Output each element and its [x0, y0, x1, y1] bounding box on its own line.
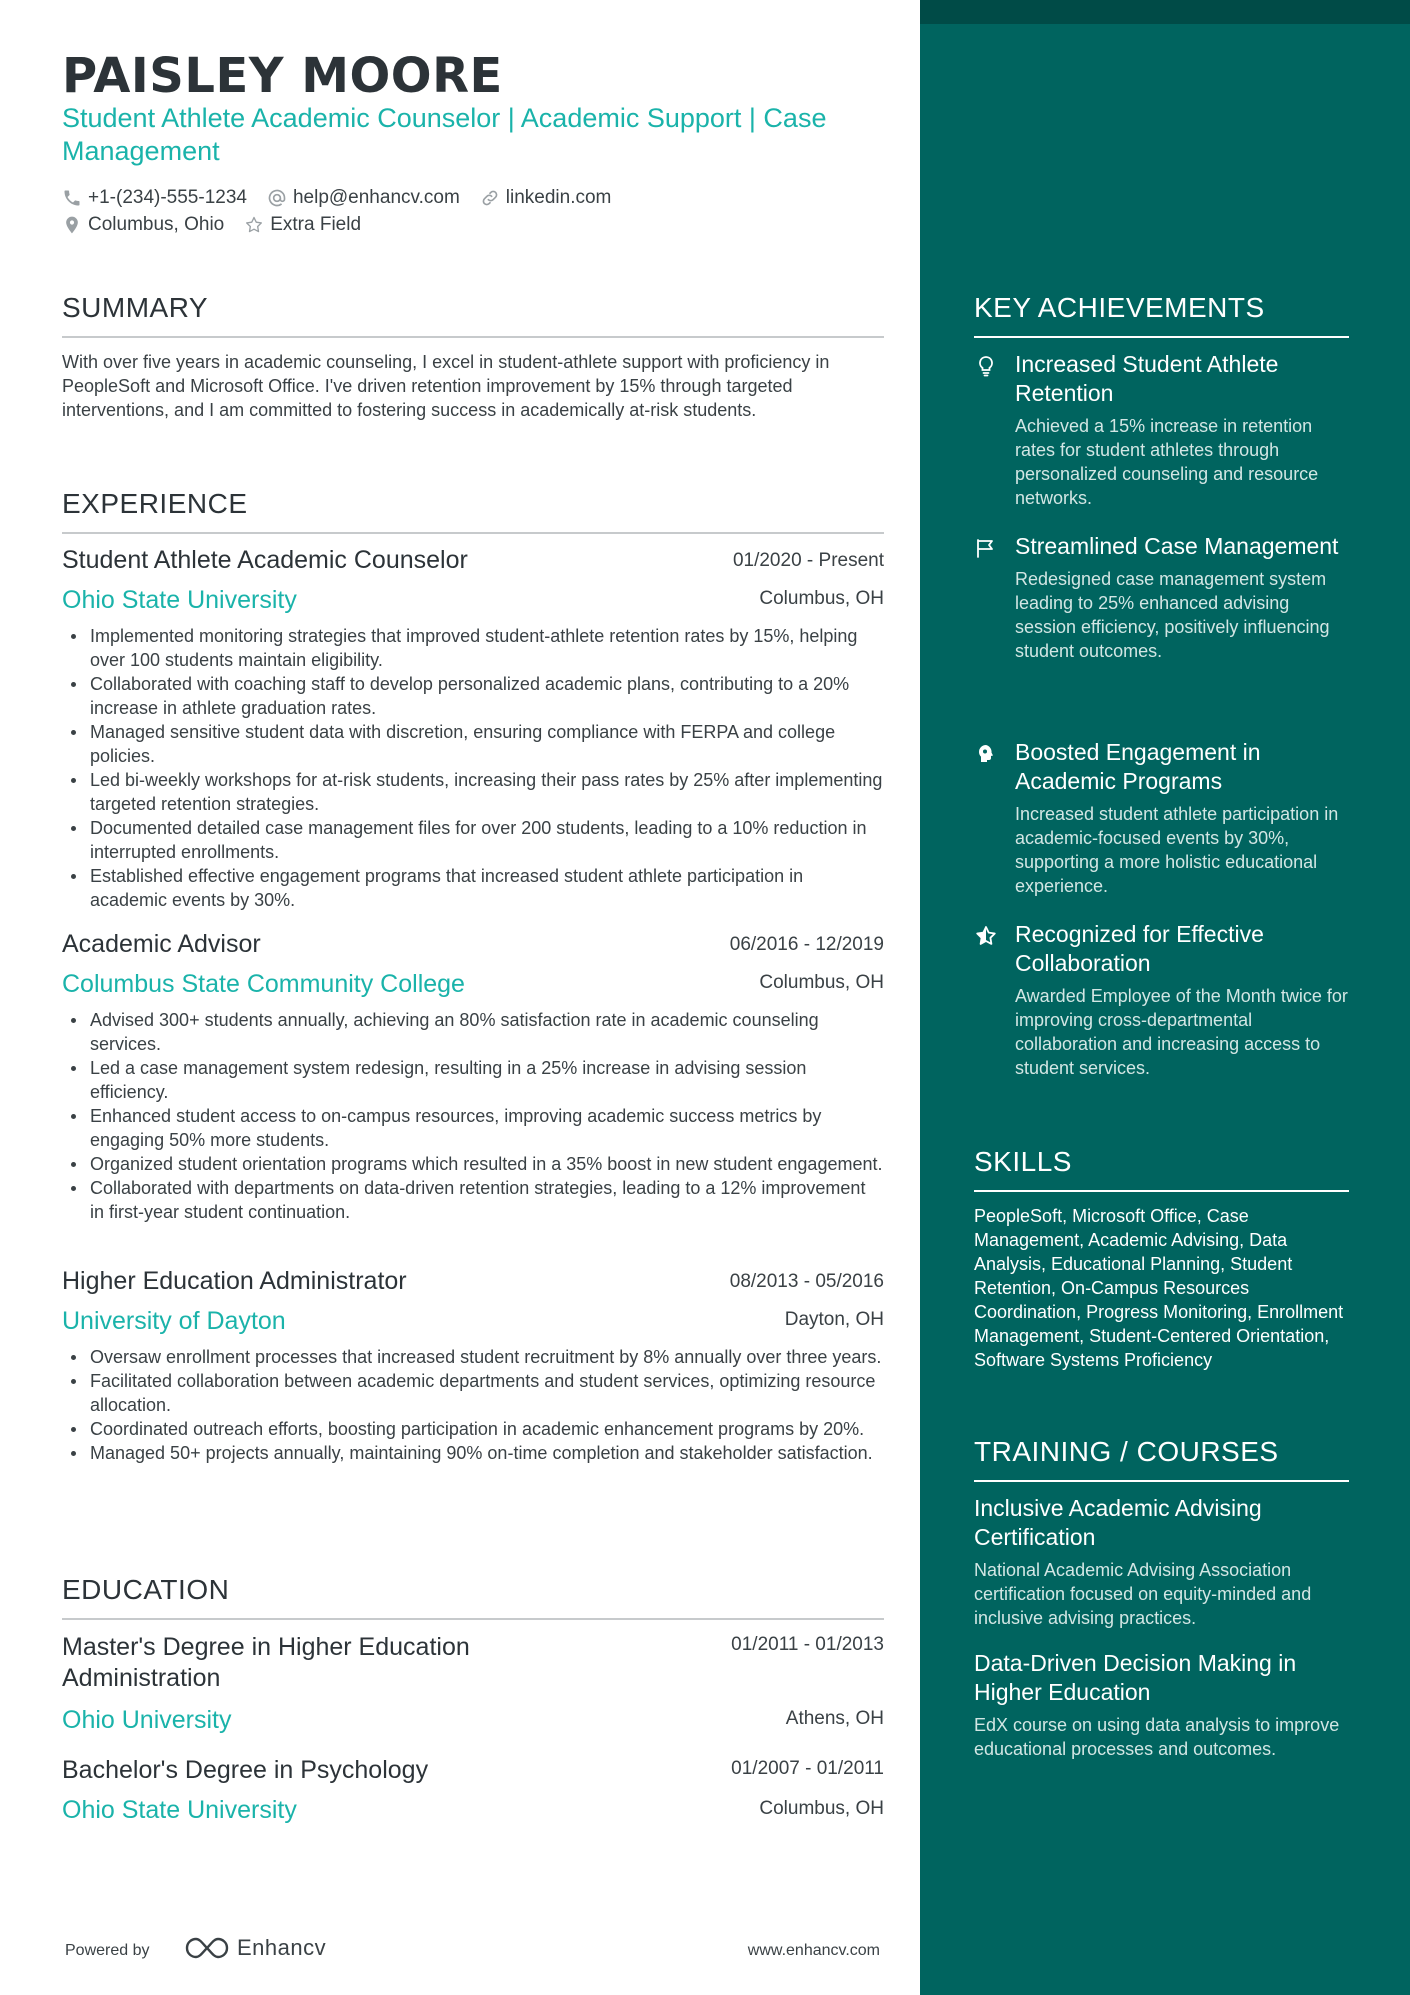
phone-contact[interactable]: [62, 187, 247, 209]
link-icon: [480, 188, 500, 208]
star-outline-icon: [244, 215, 264, 235]
course-title: Inclusive Academic Advising Certification: [974, 1495, 1262, 1550]
achievement-item: [974, 738, 1349, 898]
divider: [62, 1618, 884, 1620]
location-contact: [62, 214, 224, 236]
school-name: Ohio State University: [62, 1796, 297, 1824]
achievement-description: Awarded Employee of the Month twice for improving cross-departmental collaboration and increasing access to student services.: [1015, 986, 1348, 1078]
enhancv-logo-icon: [183, 1934, 231, 1962]
at-icon: [267, 188, 287, 208]
course-description: National Academic Advising Association certification focused on equity-minded and inclusive advising practices.: [974, 1560, 1312, 1628]
list-item: Organized student orientation programs which resulted in a 35% boost in new student engagement.: [90, 1154, 883, 1174]
extra-field-text: Extra Field: [270, 213, 362, 235]
phone-icon: [62, 188, 82, 208]
education-heading: EDUCATION: [62, 1574, 884, 1606]
experience-entry: [62, 930, 884, 1224]
email-contact[interactable]: [267, 187, 460, 209]
achievement-description: Redesigned case management system leading to 25% enhanced advising session efficiency, positively influencing student outcomes.: [1015, 569, 1330, 661]
achievement-item: [974, 920, 1349, 1080]
job-bullets: [62, 624, 884, 912]
summary-text: With over five years in academic counseling, I excel in student-athlete support with proficiency in PeopleSoft and Microsoft Office. I've driven retention improvement by 15% through targeted interventions, and I am committed to fostering success in academically at-risk students.: [62, 352, 830, 420]
list-item: Managed 50+ projects annually, maintaining 90% on-time completion and stakeholder satisfaction.: [90, 1441, 884, 1465]
list-item: Established effective engagement programs that increased student athlete participation in academic events by 30%.: [90, 864, 884, 912]
list-item: Documented detailed case management files for over 200 students, leading to a 10% reduction in interrupted enrollments.: [90, 816, 884, 864]
education-entry: [62, 1756, 884, 1836]
list-item: Facilitated collaboration between academic departments and student services, optimizing resource allocation.: [90, 1369, 884, 1417]
location-text: Columbus, Ohio: [88, 213, 225, 235]
flag-icon: [974, 536, 998, 560]
divider: [974, 336, 1349, 338]
divider: [62, 336, 884, 338]
list-item: Coordinated outreach efforts, boosting participation in academic enhancement programs by 20%.: [90, 1417, 884, 1441]
candidate-title: Student Athlete Academic Counselor | Academic Support | Case Management: [62, 103, 827, 166]
powered-by-text: Powered by: [65, 1942, 150, 1959]
achievement-title: Boosted Engagement in Academic Programs: [1015, 739, 1261, 794]
lightbulb-icon: [974, 354, 998, 378]
divider: [974, 1190, 1349, 1192]
contact-info: [62, 184, 884, 238]
degree-dates: 01/2011 - 01/2013: [731, 1634, 884, 1655]
achievement-title: Recognized for Effective Collaboration: [1015, 921, 1264, 976]
job-title: Academic Advisor: [62, 930, 261, 958]
list-item: Enhanced student access to on-campus resources, improving academic success metrics by engaging 50% more students.: [90, 1104, 884, 1152]
sidebar: [920, 0, 1410, 1995]
star-icon: [974, 924, 998, 948]
list-item: Led bi-weekly workshops for at-risk students, increasing their pass rates by 25% after implementing targeted retention strategies.: [90, 770, 883, 814]
achievement-description: Achieved a 15% increase in retention rates for student athletes through personalized counseling and resource networks.: [1015, 416, 1319, 508]
job-location: Columbus, OH: [759, 588, 884, 609]
achievements-heading: KEY ACHIEVEMENTS: [974, 292, 1349, 324]
divider: [974, 1480, 1349, 1482]
job-organization: Ohio State University: [62, 586, 297, 614]
achievement-description: Increased student athlete participation in academic-focused events by 30%, supporting a more holistic educational experience.: [1015, 804, 1339, 896]
job-dates: 01/2020 - Present: [732, 550, 884, 571]
candidate-name: PAISLEY MOORE: [62, 48, 503, 104]
job-organization: University of Dayton: [62, 1307, 286, 1335]
experience-heading: EXPERIENCE: [62, 488, 884, 520]
job-location: Dayton, OH: [784, 1309, 884, 1330]
achievement-item: [974, 350, 1349, 510]
course-description: EdX course on using data analysis to improve educational processes and outcomes.: [974, 1715, 1340, 1759]
job-title: Student Athlete Academic Counselor: [62, 546, 468, 574]
summary-heading: SUMMARY: [62, 292, 884, 324]
linkedin-contact[interactable]: [480, 187, 612, 209]
school-location: Columbus, OH: [759, 1798, 884, 1819]
experience-entry: [62, 546, 884, 912]
achievement-item: [974, 532, 1349, 663]
location-pin-icon: [62, 215, 82, 235]
job-organization: Columbus State Community College: [62, 970, 465, 998]
course-title: Data-Driven Decision Making in Higher Education: [974, 1650, 1297, 1705]
job-location: Columbus, OH: [759, 972, 884, 993]
course-item: [974, 1649, 1349, 1761]
job-bullets: [62, 1008, 884, 1224]
list-item: Implemented monitoring strategies that improved student-athlete retention rates by 15%, helping over 100 students maintain eligibility.: [90, 624, 884, 672]
extra-field: [244, 214, 361, 236]
list-item: Collaborated with departments on data-driven retention strategies, leading to a 12% improvement in first-year student continuation.: [90, 1176, 884, 1224]
footer-url[interactable]: www.enhancv.com: [747, 1942, 880, 1959]
achievement-title: Streamlined Case Management: [1015, 533, 1339, 559]
degree-dates: 01/2007 - 01/2011: [731, 1758, 884, 1779]
footer: [65, 1930, 880, 1970]
list-item: Collaborated with coaching staff to develop personalized academic plans, contributing to a 20% increase in athlete graduation rates.: [90, 672, 884, 720]
school-location: Athens, OH: [785, 1708, 884, 1729]
job-bullets: [62, 1345, 884, 1465]
degree-title: Bachelor's Degree in Psychology: [62, 1756, 429, 1784]
divider: [62, 532, 884, 534]
list-item: Oversaw enrollment processes that increased student recruitment by 8% annually over three years.: [90, 1345, 884, 1369]
sidebar-top-band: [920, 0, 1410, 24]
list-item: Managed sensitive student data with discretion, ensuring compliance with FERPA and college policies.: [90, 720, 884, 768]
school-name: Ohio University: [62, 1706, 232, 1734]
achievement-title: Increased Student Athlete Retention: [1015, 351, 1279, 406]
brain-icon: [974, 742, 998, 766]
skills-text: PeopleSoft, Microsoft Office, Case Management, Academic Advising, Data Analysis, Educational Planning, Student Retention, On-Campus Resources Coordination, Progress Monitoring, Enrollment Management, Student-Centered Orientation, Software Systems Proficiency: [974, 1206, 1344, 1370]
list-item: Led a case management system redesign, resulting in a 25% increase in advising session efficiency.: [90, 1056, 884, 1104]
education-entry: [62, 1632, 884, 1746]
job-dates: 06/2016 - 12/2019: [729, 934, 884, 955]
training-heading: TRAINING / COURSES: [974, 1436, 1349, 1468]
email-text: help@enhancv.com: [292, 186, 460, 208]
course-item: [974, 1494, 1349, 1630]
enhancv-logo[interactable]: [183, 1934, 326, 1962]
phone-text: +1-(234)-555-1234: [88, 186, 247, 208]
job-title: Higher Education Administrator: [62, 1267, 407, 1295]
degree-title: Master's Degree in Higher Education Administration: [62, 1633, 470, 1692]
linkedin-text: linkedin.com: [505, 186, 612, 208]
list-item: Advised 300+ students annually, achieving an 80% satisfaction rate in academic counseling services.: [90, 1008, 884, 1056]
skills-heading: SKILLS: [974, 1146, 1349, 1178]
experience-entry: [62, 1267, 884, 1465]
job-dates: 08/2013 - 05/2016: [729, 1271, 884, 1292]
brand-name: Enhancv: [237, 1935, 327, 1960]
